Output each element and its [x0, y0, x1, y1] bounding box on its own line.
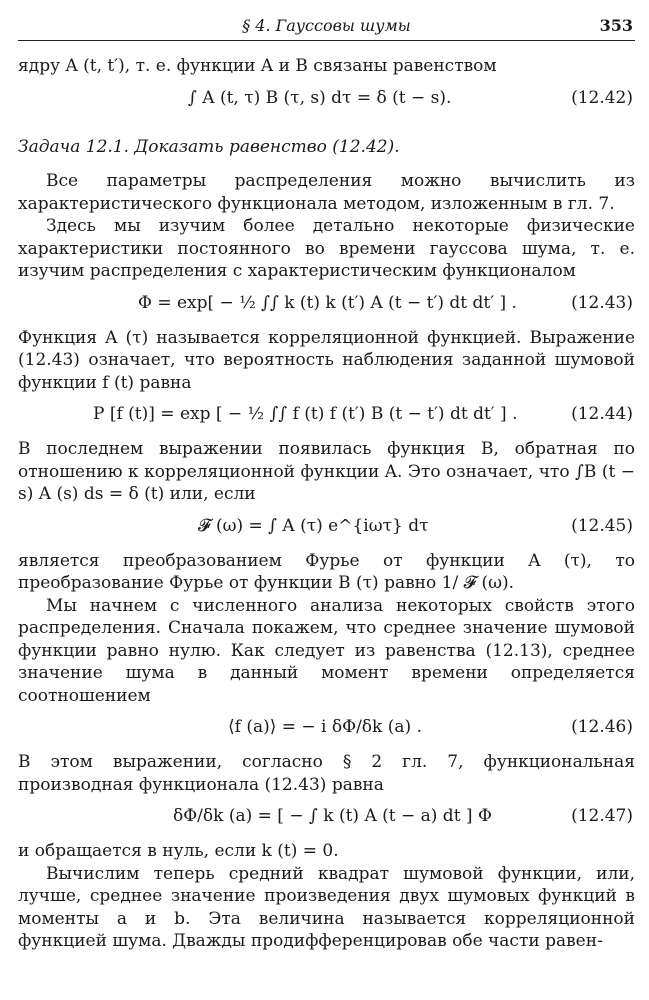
paragraph-2: Здесь мы изучим более детально некоторые физические характеристики постоянного во времени гауссова шума, т. е. изучим распределения с характеристическим функционалом — [18, 216, 635, 281]
equation-body: 𝓕 (ω) = ∫ A (τ) e^{iωτ} dτ — [198, 515, 429, 536]
equation-body: ⟨f (a)⟩ = − i δΦ/δk (a) . — [228, 717, 422, 737]
equation-number: (12.42) — [571, 87, 633, 108]
equation-12-43 — [18, 283, 635, 327]
paragraph-5: является преобразованием Фурье от функции A (τ), то преобразование Фурье от функции B (τ) равно 1/ 𝓕 (ω). — [18, 550, 635, 593]
paragraph-8: и обращается в нуль, если k (t) = 0. — [18, 841, 339, 861]
equation-body: Φ = exp[ − ½ ∫∫ k (t) k (t′) A (t − t′) dt dt′ ] . — [138, 292, 517, 313]
equation-number: (12.44) — [571, 404, 633, 424]
equation-12-45 — [18, 506, 635, 550]
task-statement: Задача 12.1. Доказать равенство (12.42). — [18, 136, 400, 157]
book-page — [18, 10, 635, 953]
paragraph-6: Мы начнем с численного анализа некоторых свойств этого распределения. Сначала покажем, что среднее значение шумовой функции равно нулю. Как следует из равенства (12.13), среднее значение шума в данный момент времени определяется соотношением — [18, 595, 635, 706]
paragraph-7: В этом выражении, согласно § 2 гл. 7, функциональная производная функционала (12.43) равна — [18, 752, 635, 795]
equation-body: δΦ/δk (a) = [ − ∫ k (t) A (t − a) dt ] Φ — [173, 806, 492, 826]
equation-12-42 — [18, 78, 635, 122]
equation-number: (12.46) — [571, 717, 633, 737]
paragraph-1: Все параметры распределения можно вычислить из характеристического функционала методом, изложенным в гл. 7. — [18, 171, 635, 214]
paragraph-4: В последнем выражении появилась функция B, обратная по отношению к корреляционной функции A. Это означает, что ∫B (t − s) A (s) ds = δ (t) или, если — [18, 439, 635, 504]
equation-number: (12.45) — [571, 515, 633, 536]
equation-12-47 — [18, 796, 635, 840]
page-number: 353 — [599, 16, 633, 35]
line-1: ядру A (t, t′), т. е. функции A и B связаны равенством — [18, 56, 497, 76]
section-title: § 4. Гауссовы шумы — [242, 16, 411, 35]
equation-body: ∫ A (t, τ) B (τ, s) dτ = δ (t − s). — [188, 87, 452, 108]
equation-12-46 — [18, 707, 635, 751]
equation-body: P [f (t)] = exp [ − ½ ∫∫ f (t) f (t′) B (t − t′) dt dt′ ] . — [93, 404, 518, 424]
equation-12-44 — [18, 394, 635, 438]
equation-number: (12.43) — [571, 292, 633, 313]
running-header — [18, 10, 635, 41]
paragraph-3: Функция A (τ) называется корреляционной функцией. Выражение (12.43) означает, что вероятность наблюдения заданной шумовой функции f (t) равна — [18, 327, 635, 393]
equation-number: (12.47) — [571, 806, 633, 826]
paragraph-9: Вычислим теперь средний квадрат шумовой функции, или, лучше, среднее значение произведения двух шумовых функций в моменты a и b. Эта величина называется корреляционной функцией шума. Дважды продифференцировав обе части равен- — [18, 863, 635, 951]
